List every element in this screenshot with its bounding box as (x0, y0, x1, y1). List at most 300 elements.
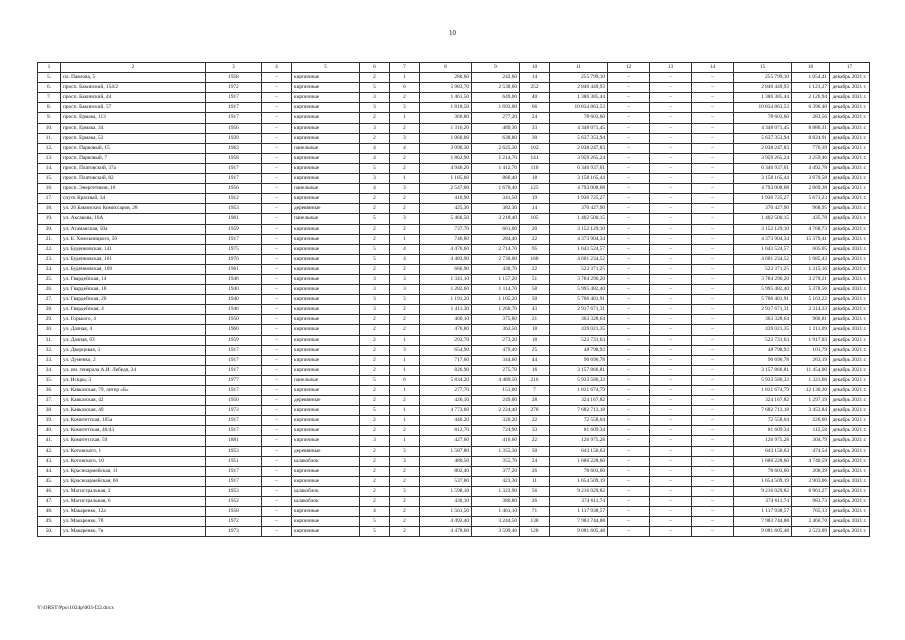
table-cell: – (262, 386, 292, 396)
table-cell: – (608, 163, 650, 173)
table-cell: 2 (360, 133, 390, 143)
table-cell: 33. (38, 355, 61, 365)
table-cell: 102 (520, 143, 550, 153)
table-cell: декабрь 2021 г. (830, 174, 870, 184)
table-cell: 2 (390, 507, 420, 517)
table-cell: – (692, 486, 734, 496)
table-cell: 293,70 (420, 335, 472, 345)
table-row (38, 325, 870, 335)
table-cell: 9 216 029,82 (734, 486, 792, 496)
table-cell: 1939 (206, 133, 262, 143)
table-cell: 22 (520, 416, 550, 426)
table-cell: декабрь 2021 г. (830, 83, 870, 93)
table-cell: 968,95 (792, 204, 830, 214)
table-row (38, 507, 870, 517)
table-cell: 2 224,40 (472, 406, 520, 416)
table-cell: – (262, 73, 292, 83)
table-row (38, 365, 870, 375)
table-cell: кирпичные (292, 426, 360, 436)
table-cell: – (650, 133, 692, 143)
table-cell: декабрь 2021 г. (830, 254, 870, 264)
table-cell: декабрь 2021 г. (830, 466, 870, 476)
table-cell: 638,80 (472, 133, 520, 143)
table-cell: – (692, 476, 734, 486)
table-cell: 6 396,40 (792, 103, 830, 113)
table-cell: 666,90 (420, 264, 472, 274)
table-cell: 7 983 744,88 (734, 517, 792, 527)
table-cell: – (262, 83, 292, 93)
table-cell: – (608, 335, 650, 345)
table-row (38, 214, 870, 224)
table-cell: – (692, 123, 734, 133)
column-number-cell: 4 (262, 63, 292, 73)
table-cell: 15. (38, 174, 61, 184)
table-cell: 523 731,63 (734, 335, 792, 345)
table-cell: кирпичные (292, 315, 360, 325)
table-cell: – (692, 204, 734, 214)
table-cell: ул. Красноармейская, 11 (61, 466, 206, 476)
table-cell: – (692, 527, 734, 537)
table-cell: 1917 (206, 416, 262, 426)
table-cell: 3 218,40 (472, 214, 520, 224)
table-cell: 2 (360, 456, 390, 466)
table-cell: декабрь 2021 г. (830, 396, 870, 406)
table-cell: – (262, 507, 292, 517)
table-cell: 49. (38, 517, 61, 527)
table-cell: декабрь 2021 г. (830, 274, 870, 284)
table-cell: 1 117 938,57 (734, 507, 792, 517)
table-cell: ул. Магистральная, 6 (61, 497, 206, 507)
table-cell: – (692, 83, 734, 93)
table-cell: 3 (360, 174, 390, 184)
table-row (38, 93, 870, 103)
table-cell: 2 (390, 476, 420, 486)
table-cell: 5 163,22 (792, 295, 830, 305)
table-cell: 2 (360, 224, 390, 234)
table-cell: 3 (390, 456, 420, 466)
table-cell: кирпичные (292, 123, 360, 133)
table-cell: 2 314,33 (792, 305, 830, 315)
table-cell: – (608, 446, 650, 456)
table-cell: – (608, 234, 650, 244)
table-cell: – (262, 274, 292, 284)
column-number-row (38, 63, 870, 73)
table-cell: декабрь 2021 г. (830, 497, 870, 507)
table-cell: – (650, 153, 692, 163)
table-cell: 10 834 863,53 (734, 103, 792, 113)
table-cell: 1 654 509,19 (734, 476, 792, 486)
table-cell: 1959 (206, 224, 262, 234)
table-cell: – (262, 446, 292, 456)
table-cell: – (692, 184, 734, 194)
table-cell: 1 862,90 (420, 153, 472, 163)
table-row (38, 103, 870, 113)
table-cell: – (262, 295, 292, 305)
table-cell: 1 (390, 73, 420, 83)
table-cell: 1972 (206, 83, 262, 93)
table-cell: – (608, 426, 650, 436)
table-cell: – (650, 436, 692, 446)
table-cell: 1917 (206, 113, 262, 123)
table-cell: ул. Котовского, 1 (61, 446, 206, 456)
table-cell: 72 558,04 (550, 416, 608, 426)
table-cell: – (608, 436, 650, 446)
table-cell: 2 (390, 204, 420, 214)
table-row (38, 113, 870, 123)
table-cell: 2 (390, 527, 420, 537)
table-cell: – (692, 335, 734, 345)
table-cell: 26. (38, 285, 61, 295)
table-row (38, 174, 870, 184)
table-cell: деревянные (292, 204, 360, 214)
table-cell: шлакоблок (292, 497, 360, 507)
table-cell: 33 (520, 426, 550, 436)
table-cell: – (608, 406, 650, 416)
table-cell: 1 936 725,27 (550, 194, 608, 204)
table-cell: ул. Комитетская, 59 (61, 436, 206, 446)
table-cell: 6. (38, 83, 61, 93)
table-cell: – (608, 527, 650, 537)
table-cell: кирпичные (292, 153, 360, 163)
table-cell: 1 321,66 (792, 375, 830, 385)
table-cell: ул. Атаманская, 50а (61, 224, 206, 234)
table-cell: ул. Магистральная, 2 (61, 486, 206, 496)
table-cell: декабрь 2021 г. (830, 214, 870, 224)
table-cell: кирпичные (292, 133, 360, 143)
table-cell: 24. (38, 264, 61, 274)
table-cell: кирпичные (292, 507, 360, 517)
column-number-cell: 2 (61, 63, 206, 73)
table-cell: просп. Бакинский, 44 (61, 93, 206, 103)
table-cell: – (608, 83, 650, 93)
table-cell: 3 903,06 (792, 476, 830, 486)
table-cell: – (608, 103, 650, 113)
table-cell: – (608, 456, 650, 466)
table-cell: – (262, 244, 292, 254)
table-cell: – (608, 184, 650, 194)
table-cell: 1917 (206, 476, 262, 486)
table-cell: 4 (390, 254, 420, 264)
table-cell: 1 411,30 (420, 305, 472, 315)
table-cell: – (692, 274, 734, 284)
table-cell: 5 (360, 83, 390, 93)
table-cell: ул. 26 Бакинских Комиссаров, 28 (61, 204, 206, 214)
table-cell: 1960 (206, 325, 262, 335)
table-cell: – (262, 497, 292, 507)
table-cell: 10 834 863,53 (550, 103, 608, 113)
table-row (38, 224, 870, 234)
table-cell: – (692, 295, 734, 305)
table-cell: 1 461,10 (472, 507, 520, 517)
table-row (38, 517, 870, 527)
table-cell: 37. (38, 396, 61, 406)
table-cell: кирпичные (292, 244, 360, 254)
table-cell: 21 (520, 315, 550, 325)
table-cell: – (650, 224, 692, 234)
table-cell: просп. Ермака, 34 (61, 123, 206, 133)
table-cell: – (692, 355, 734, 365)
table-cell: 643 150,63 (734, 446, 792, 456)
table-cell: – (608, 476, 650, 486)
table-cell: декабрь 2021 г. (830, 123, 870, 133)
table-cell: 5. (38, 73, 61, 83)
table-cell: 18 (520, 174, 550, 184)
table-cell: 3 453,84 (792, 406, 830, 416)
table-cell: – (650, 93, 692, 103)
table-cell: – (608, 386, 650, 396)
table-cell: – (608, 214, 650, 224)
housing-register-table (37, 62, 870, 537)
table-cell: кирпичные (292, 386, 360, 396)
table-cell: 9 081 605,48 (734, 527, 792, 537)
table-cell: 50. (38, 527, 61, 537)
table-cell: 4 373 904,34 (550, 234, 608, 244)
table-cell: ул. Котовского, 10 (61, 456, 206, 466)
table-cell: – (650, 325, 692, 335)
table-cell: 27. (38, 295, 61, 305)
table-cell: кирпичные (292, 234, 360, 244)
table-cell: 1881 (206, 436, 262, 446)
table-cell: 2 (360, 194, 390, 204)
table-cell: 1917 (206, 386, 262, 396)
table-cell: декабрь 2021 г. (830, 244, 870, 254)
table-cell: – (608, 375, 650, 385)
table-cell: 1 114,70 (472, 285, 520, 295)
table-cell: 138 (520, 517, 550, 527)
table-cell: 18 (520, 335, 550, 345)
table-cell: 6 (390, 375, 420, 385)
table-cell: – (262, 285, 292, 295)
table-cell: – (692, 93, 734, 103)
table-cell: 5 (360, 254, 390, 264)
table-cell: 1 (390, 113, 420, 123)
table-cell: 12. (38, 143, 61, 153)
table-cell: декабрь 2021 г. (830, 325, 870, 335)
table-cell: – (692, 466, 734, 476)
table-cell: ул. Гвардейская, 14 (61, 274, 206, 284)
table-cell: 6 346 937,01 (550, 163, 608, 173)
table-cell: кирпичные (292, 365, 360, 375)
table-cell: 6 346 937,01 (734, 163, 792, 173)
table-cell: 1959 (206, 335, 262, 345)
table-cell: – (262, 375, 292, 385)
table-cell: 128 (520, 527, 550, 537)
table-cell: 3 090,30 (420, 143, 472, 153)
table-cell: – (262, 214, 292, 224)
table-cell: – (650, 143, 692, 153)
table-cell: 605,05 (792, 244, 830, 254)
table-row (38, 497, 870, 507)
table-cell: 1 412,70 (472, 163, 520, 173)
table-cell: 3 670,58 (792, 174, 830, 184)
table-cell: 1 587,80 (420, 446, 472, 456)
table-cell: 44 (520, 355, 550, 365)
table-cell: – (608, 133, 650, 143)
table-cell: 3 599,40 (472, 527, 520, 537)
table-cell: – (608, 224, 650, 234)
table-cell: 2 (360, 315, 390, 325)
table-cell: декабрь 2021 г. (830, 143, 870, 153)
table-cell: 2 (390, 264, 420, 274)
table-cell: – (692, 264, 734, 274)
table-row (38, 123, 870, 133)
table-cell: – (692, 214, 734, 224)
column-number-cell: 16 (792, 63, 830, 73)
table-cell: 1 936 725,27 (734, 194, 792, 204)
table-row (38, 184, 870, 194)
table-cell: кирпичные (292, 325, 360, 335)
table-cell: 5 983,70 (420, 83, 472, 93)
table-cell: – (650, 103, 692, 113)
table-row (38, 194, 870, 204)
table-cell: 1946 (206, 274, 262, 284)
table-cell: 1 380 385,44 (550, 93, 608, 103)
table-cell: – (650, 426, 692, 436)
table-cell: 3 (360, 436, 390, 446)
table-cell: 2 (360, 486, 390, 496)
table-cell: 1917 (206, 365, 262, 375)
table-cell: 2 (360, 325, 390, 335)
table-cell: 1 121,27 (792, 83, 830, 93)
table-cell: 249,00 (472, 396, 520, 406)
table-cell: 19. (38, 214, 61, 224)
table-cell: 19 (520, 194, 550, 204)
table-cell: – (692, 406, 734, 416)
table-cell: 5 834,20 (420, 375, 472, 385)
table-cell: 277,20 (472, 113, 520, 123)
table-cell: 1975 (206, 244, 262, 254)
table-cell: 377,20 (472, 466, 520, 476)
table-row (38, 527, 870, 537)
table-cell: 2 917 671,31 (550, 305, 608, 315)
table-cell: 1 (390, 355, 420, 365)
table-cell: – (262, 184, 292, 194)
table-row (38, 234, 870, 244)
table-cell: 1 (390, 406, 420, 416)
table-cell: 1 818,50 (420, 103, 472, 113)
table-cell: 16. (38, 184, 61, 194)
table-cell: – (262, 476, 292, 486)
table-cell: кирпичные (292, 295, 360, 305)
table-cell: 341,50 (472, 194, 520, 204)
table-cell: декабрь 2021 г. (830, 153, 870, 163)
table-cell: декабрь 2021 г. (830, 345, 870, 355)
table-cell: декабрь 2021 г. (830, 446, 870, 456)
table-cell: 480,50 (420, 456, 472, 466)
table-cell: – (692, 254, 734, 264)
table-cell: 324 167,82 (550, 396, 608, 406)
table-cell: 3 (390, 486, 420, 496)
table-cell: 3 (360, 274, 390, 284)
table-cell: 8 824,91 (792, 133, 830, 143)
table-cell: 28. (38, 305, 61, 315)
table-cell: 3 (360, 93, 390, 103)
table-cell: 5 933 586,33 (550, 375, 608, 385)
table-cell: 78 603,60 (734, 113, 792, 123)
table-cell: 15 379,41 (792, 234, 830, 244)
table-cell: – (262, 517, 292, 527)
table-cell: – (692, 436, 734, 446)
table-cell: 1 (390, 436, 420, 446)
table-cell: 41. (38, 436, 61, 446)
table-cell: 2 (390, 163, 420, 173)
table-cell: 3 157 866,81 (550, 365, 608, 375)
table-cell: 2 (360, 396, 390, 406)
table-cell: 523 731,63 (550, 335, 608, 345)
table-cell: 382,30 (472, 204, 520, 214)
table-cell: – (262, 133, 292, 143)
table-cell: 18. (38, 204, 61, 214)
table-cell: – (608, 517, 650, 527)
table-cell: 10. (38, 123, 61, 133)
table-cell: 4 (360, 143, 390, 153)
table-cell: просп. Бакинский, 57 (61, 103, 206, 113)
table-cell: 4 (360, 507, 390, 517)
table-cell: кирпичные (292, 476, 360, 486)
table-cell: кирпичные (292, 274, 360, 284)
table-cell: ул. Буденновская, 161 (61, 254, 206, 264)
table-cell: – (262, 264, 292, 274)
table-cell: 101,79 (792, 345, 830, 355)
table-cell: – (262, 426, 292, 436)
column-number-cell: 6 (360, 63, 390, 73)
table-cell: декабрь 2021 г. (830, 295, 870, 305)
table-cell: – (262, 416, 292, 426)
table-cell: – (262, 436, 292, 446)
table-cell: 1940 (206, 285, 262, 295)
table-cell: 28 (520, 396, 550, 406)
table-cell: – (262, 305, 292, 315)
table-cell: 24 (520, 113, 550, 123)
table-row (38, 153, 870, 163)
table-cell: 5 995 482,40 (734, 285, 792, 295)
table-cell: кирпичные (292, 163, 360, 173)
table-cell: 1 402 500,15 (550, 214, 608, 224)
table-cell: 125 (520, 184, 550, 194)
table-cell: 304,79 (792, 436, 830, 446)
table-cell: – (608, 315, 650, 325)
table-cell: 423,30 (472, 476, 520, 486)
table-cell: 1 282,60 (420, 285, 472, 295)
table-cell: 370 427,90 (550, 204, 608, 214)
table-cell: 3 784 290,20 (734, 274, 792, 284)
table-cell: 26 (520, 497, 550, 507)
table-cell: просп. Платовский, 37а (61, 163, 206, 173)
table-cell: 1940 (206, 295, 262, 305)
table-cell: кирпичные (292, 416, 360, 426)
table-cell: 1912 (206, 194, 262, 204)
table-cell: 5 (360, 244, 390, 254)
table-cell: 426,10 (420, 396, 472, 406)
table-cell: ул. Макаренко, 7в (61, 527, 206, 537)
table-cell: декабрь 2021 г. (830, 355, 870, 365)
table-cell: 284,40 (472, 234, 520, 244)
table-cell: 362,50 (472, 325, 520, 335)
table-cell: – (650, 486, 692, 496)
table-cell: – (650, 355, 692, 365)
table-cell: – (650, 234, 692, 244)
table-cell: 5 (360, 517, 390, 527)
table-cell: – (650, 194, 692, 204)
table-cell: 40. (38, 426, 61, 436)
column-number-cell: 1 (38, 63, 61, 73)
table-cell: 1963 (206, 143, 262, 153)
table-cell: декабрь 2021 г. (830, 234, 870, 244)
table-cell: 410,90 (420, 194, 472, 204)
table-row (38, 264, 870, 274)
table-cell: – (692, 386, 734, 396)
table-cell: – (692, 103, 734, 113)
